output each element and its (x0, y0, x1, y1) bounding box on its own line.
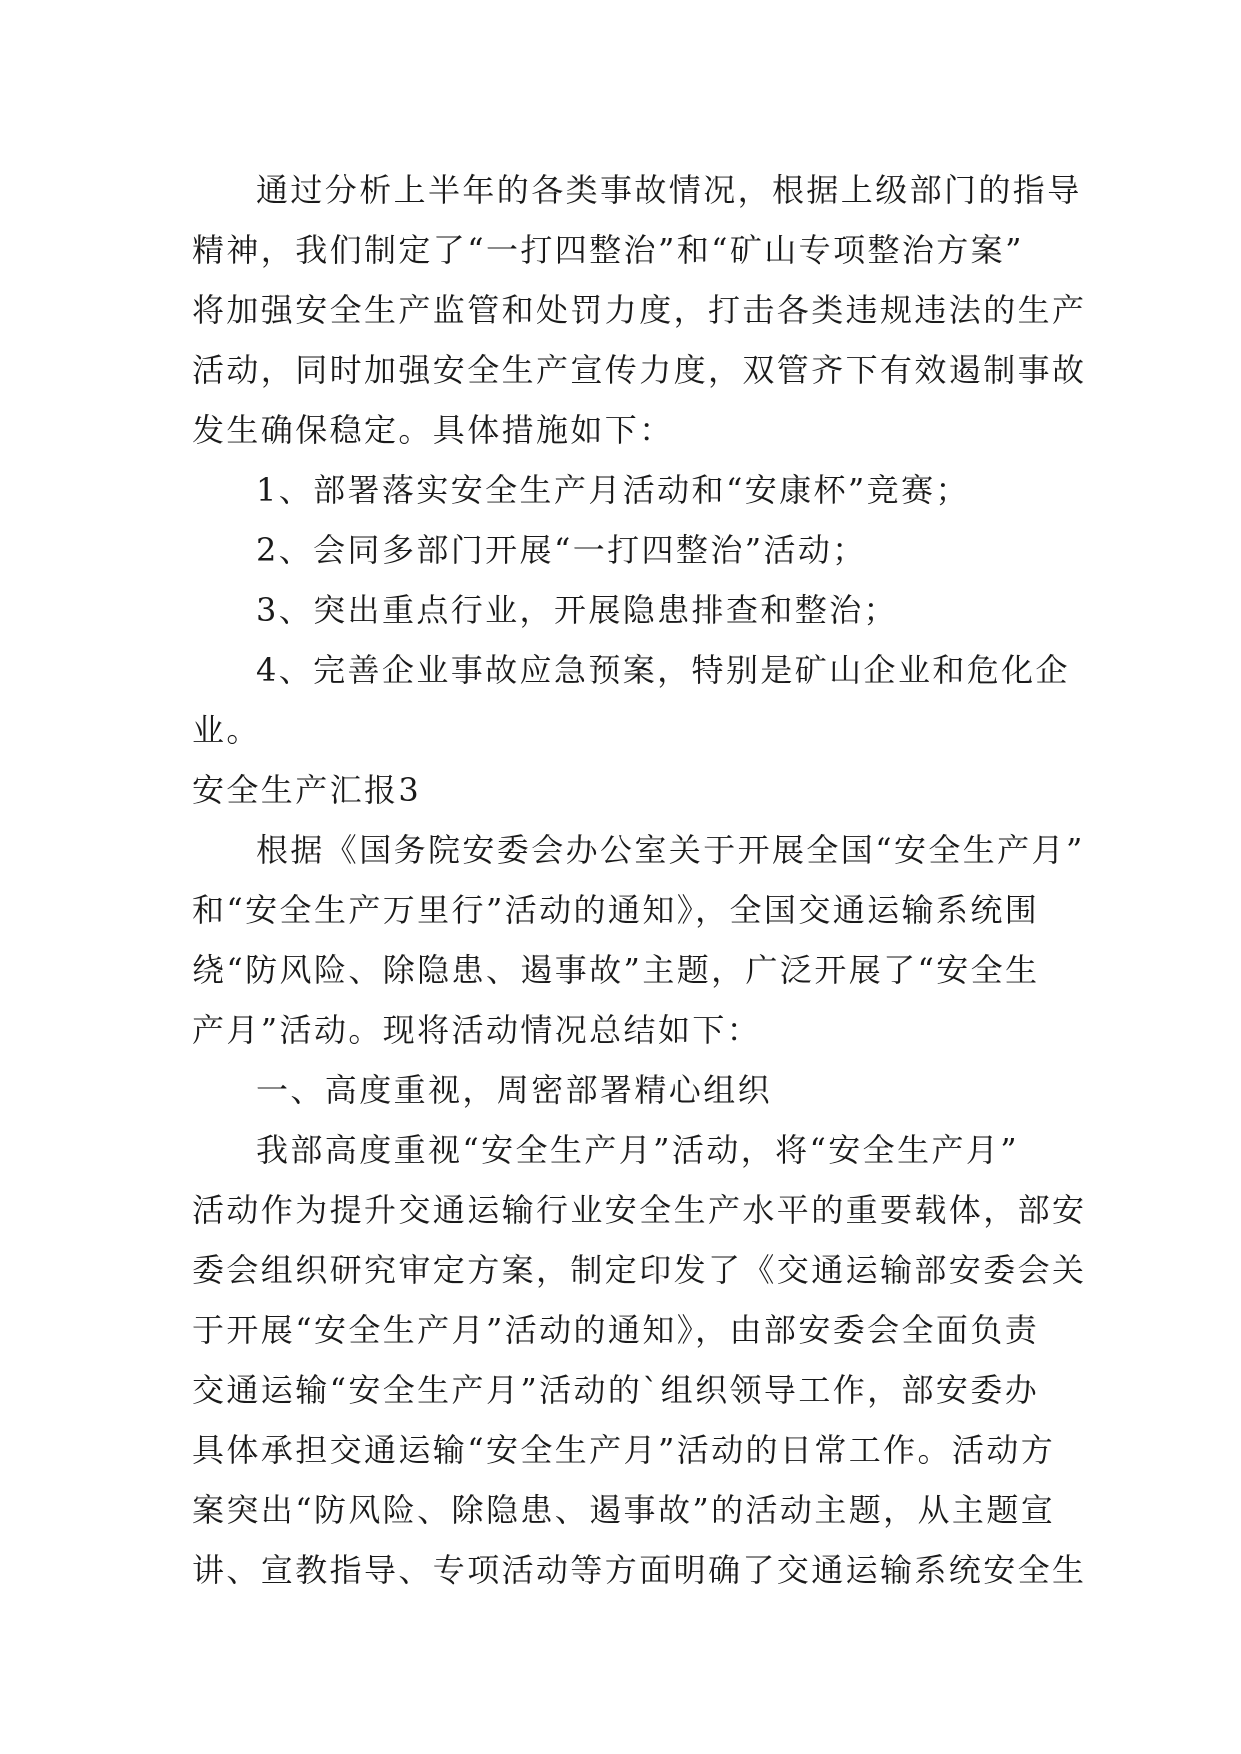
paragraph-line: 案突出“防风险、除隐患、遏事故”的活动主题，从主题宣 (192, 1491, 1056, 1529)
paragraph-line: 根据《国务院安委会办公室关于开展全国“安全生产月” (256, 831, 1085, 869)
paragraph-line: 将加强安全生产监管和处罚力度，打击各类违规违法的生产 (192, 291, 1087, 329)
section-heading: 一、高度重视，周密部署精心组织 (256, 1071, 773, 1109)
paragraph-line: 具体承担交通运输“安全生产月”活动的日常工作。活动方 (192, 1431, 1056, 1469)
paragraph-line: 活动作为提升交通运输行业安全生产水平的重要载体，部安 (192, 1191, 1087, 1229)
list-item: 1、部署落实安全生产月活动和“安康杯”竞赛； (256, 471, 970, 509)
paragraph-line: 业。 (192, 711, 261, 749)
list-item: 3、突出重点行业，开展隐患排查和整治； (256, 591, 898, 629)
section-title: 安全生产汇报3 (192, 771, 422, 809)
paragraph-line: 和“安全生产万里行”活动的通知》，全国交通运输系统围 (192, 891, 1040, 929)
paragraph-line: 通过分析上半年的各类事故情况，根据上级部门的指导 (256, 171, 1082, 209)
paragraph-line: 于开展“安全生产月”活动的通知》，由部安委会全面负责 (192, 1311, 1040, 1349)
list-item: 4、完善企业事故应急预案，特别是矿山企业和危化企 (256, 651, 1070, 689)
paragraph-line: 绕“防风险、除隐患、遏事故”主题，广泛开展了“安全生 (192, 951, 1040, 989)
document-body (192, 160, 1087, 1600)
paragraph-line: 交通运输“安全生产月”活动的`组织领导工作，部安委办 (192, 1371, 1040, 1409)
list-item: 2、会同多部门开展“一打四整治”活动； (256, 531, 867, 569)
paragraph-line: 产月”活动。现将活动情况总结如下： (192, 1011, 762, 1049)
paragraph-line: 活动，同时加强安全生产宣传力度，双管齐下有效遏制事故 (192, 351, 1087, 389)
paragraph-line: 讲、宣教指导、专项活动等方面明确了交通运输系统安全生 (192, 1551, 1087, 1589)
paragraph-line: 我部高度重视“安全生产月”活动，将“安全生产月” (256, 1131, 1020, 1169)
paragraph-line: 发生确保稳定。具体措施如下： (192, 411, 674, 449)
paragraph-line: 委会组织研究审定方案，制定印发了《交通运输部安委会关 (192, 1251, 1087, 1289)
paragraph-line: 精神，我们制定了“一打四整治”和“矿山专项整治方案” (192, 231, 1024, 269)
